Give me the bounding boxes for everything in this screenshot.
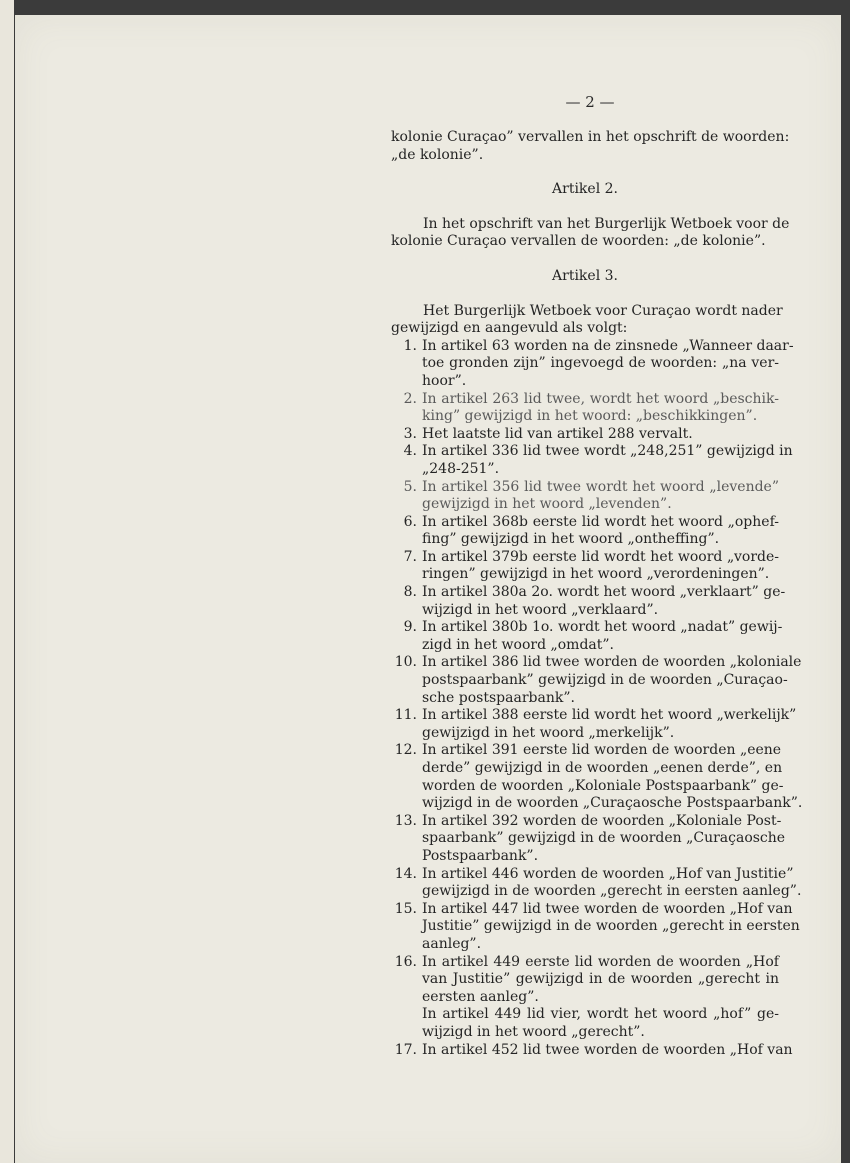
text-line: toe gronden zijn” ingevoegd de woorden: „na ver- (422, 355, 779, 372)
text-line: fing” gewijzigd in het woord „ontheffing”. (422, 531, 720, 548)
text-line: In artikel 336 lid twee wordt „248,251” gewijzigd in (422, 443, 793, 460)
text-line: „248-251”. (422, 460, 500, 477)
text-line: zigd in het woord „omdat”. (422, 636, 614, 653)
item-number: 9. (403, 619, 417, 636)
document-body (391, 129, 803, 1059)
text-line: Het Burgerlijk Wetboek voor Curaçao wordt nader (423, 302, 783, 319)
text-line: Het laatste lid van artikel 288 vervalt. (422, 425, 693, 442)
text-line: sche postspaarbank”. (422, 689, 575, 706)
text-line: wijzigd in de woorden „Curaçaosche Postspaarbank”. (422, 795, 803, 812)
item-number: 3. (403, 425, 417, 442)
article-3-heading: Artikel 3. (552, 267, 618, 284)
scan-backdrop (0, 0, 14, 1163)
text-line: In het opschrift van het Burgerlijk Wetboek voor de (423, 215, 790, 232)
text-line: gewijzigd en aangevuld als volgt: (391, 320, 628, 337)
item-number: 6. (403, 513, 417, 530)
list-item-16 (391, 954, 779, 1007)
list-item-13 (391, 812, 786, 866)
list-item-7 (391, 549, 779, 584)
text-line: worden de woorden „Koloniale Postspaarbank” ge- (422, 777, 784, 794)
text-line: Justitie” gewijzigd in de woorden „gerecht in eersten (422, 918, 800, 935)
text-line: derde” gewijzigd in de woorden „eenen derde”, en (422, 760, 783, 776)
text-line: aanleg”. (422, 935, 482, 952)
text-line: In artikel 368b eerste lid wordt het woord „ophef- (422, 513, 779, 530)
text-line: van Justitie” gewijzigd in de woorden „gerecht in (422, 971, 779, 988)
item-number: 1. (403, 337, 417, 354)
page-number: — 2 — (565, 93, 615, 111)
text-line: In artikel 379b eerste lid wordt het woord „vorde- (422, 548, 779, 565)
item-number: 17. (394, 1041, 417, 1058)
text-line: king” gewijzigd in het woord: „beschikkingen”. (422, 408, 758, 425)
text-line: In artikel 63 worden na de zinsnede „Wanneer daar- (422, 337, 794, 354)
item-number: 2. (403, 390, 417, 407)
text-line: gewijzigd in het woord „merkelijk”. (422, 724, 675, 741)
text-line: In artikel 388 eerste lid wordt het woord „werkelijk” (422, 707, 797, 724)
amendment-list (391, 337, 803, 1059)
article-3-paragraph (391, 302, 783, 338)
item-number: 11. (394, 707, 417, 724)
text-line: In artikel 446 worden de woorden „Hof van Justitie” (422, 865, 794, 882)
text-line: In artikel 263 lid twee, wordt het woord „beschik- (422, 390, 779, 407)
text-line: kolonie Curaçao vervallen de woorden: „de kolonie”. (391, 233, 766, 250)
list-item-4 (391, 443, 793, 478)
list-item-2 (391, 391, 779, 426)
article-2-paragraph (391, 215, 790, 251)
text-line: gewijzigd in het woord „levenden”. (422, 496, 672, 513)
text-line: kolonie Curaçao” vervallen in het opschrift de woorden: (391, 129, 790, 145)
text-line: In artikel 449 eerste lid worden de woorden „Hof (422, 953, 779, 970)
list-item-10 (391, 654, 802, 707)
text-line: In artikel 380a 2o. wordt het woord „verklaart” ge- (422, 584, 786, 601)
item-number: 14. (394, 865, 417, 882)
item-number: 12. (394, 742, 417, 759)
item-number: 13. (394, 812, 417, 829)
text-line: ringen” gewijzigd in het woord „verordeningen”. (422, 566, 770, 583)
text-line: In artikel 386 lid twee worden de woorden „koloniale (422, 654, 802, 671)
text-line: In artikel 447 lid twee worden de woorden „Hof van (422, 900, 793, 917)
text-line: wijzigd in het woord „verklaard”. (422, 601, 659, 618)
intro-paragraph (391, 129, 790, 164)
list-item-17 (391, 1041, 793, 1060)
list-item-1 (391, 337, 794, 391)
item-number: 5. (403, 478, 417, 495)
text-line: gewijzigd in de woorden „gerecht in eersten aanleg”. (422, 883, 802, 900)
text-line: spaarbank” gewijzigd in de woorden „Curaçaosche (422, 830, 786, 847)
item-number: 7. (403, 548, 417, 565)
list-item-16-continuation (391, 1006, 779, 1041)
item-number: 15. (394, 900, 417, 917)
list-item-12 (391, 742, 803, 812)
list-item-15 (391, 900, 800, 954)
text-line: postspaarbank” gewijzigd in de woorden „Curaçao- (422, 672, 788, 689)
text-line: „de kolonie”. (391, 146, 484, 163)
text-line: In artikel 380b 1o. wordt het woord „nadat” gewij- (422, 619, 783, 636)
list-item-14 (391, 865, 802, 901)
list-item-8 (391, 584, 786, 619)
list-item-6 (391, 514, 779, 549)
item-number: 16. (394, 953, 417, 970)
list-item-11 (391, 707, 797, 742)
item-number: 10. (394, 654, 417, 671)
text-line: wijzigd in het woord „gerecht”. (422, 1023, 645, 1040)
article-2-heading: Artikel 2. (552, 181, 618, 198)
text-line: In artikel 452 lid twee worden de woorden „Hof van (422, 1041, 793, 1058)
text-line: In artikel 391 eerste lid worden de woorden „eene (422, 742, 782, 759)
text-line: In artikel 449 lid vier, wordt het woord „hof” ge- (422, 1006, 779, 1023)
list-item-5 (391, 479, 779, 514)
text-line: In artikel 356 lid twee wordt het woord „levende” (422, 478, 779, 495)
text-line: In artikel 392 worden de woorden „Koloniale Post- (422, 812, 782, 829)
list-item-9 (391, 619, 783, 654)
text-line: hoor”. (422, 372, 467, 389)
item-number: 4. (403, 443, 417, 460)
text-line: Postspaarbank”. (422, 847, 539, 864)
item-number: 8. (403, 584, 417, 601)
list-item-3 (391, 426, 779, 444)
text-line: eersten aanleg”. (422, 988, 539, 1005)
